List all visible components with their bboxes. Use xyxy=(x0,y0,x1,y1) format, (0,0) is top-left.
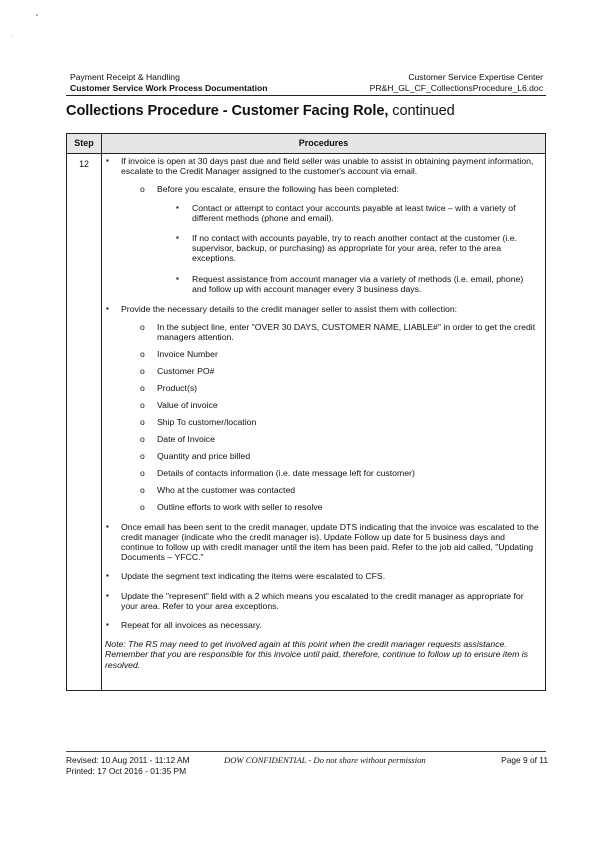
sub-bullet-before-escalate xyxy=(121,184,539,194)
detail-item xyxy=(121,349,539,359)
detail-item xyxy=(121,434,539,444)
scan-speck xyxy=(12,36,13,37)
header-divider xyxy=(66,95,546,96)
procedure-bullet-update-dts xyxy=(103,522,539,563)
step-number: 12 xyxy=(79,159,89,169)
column-header-procedures: Procedures xyxy=(298,138,349,148)
header-left-line2: Customer Service Work Process Documentation xyxy=(70,82,268,93)
circle-marker: o xyxy=(140,502,145,513)
procedure-text: If invoice is open at 30 days past due and field seller was unable to assist in obtaining payment information, escalate to the Credit Manager assigned to the customer's account via email. xyxy=(121,156,534,177)
procedure-bullet-repeat xyxy=(103,620,539,630)
footer-confidential: DOW CONFIDENTIAL - Do not share without permission xyxy=(224,755,426,765)
procedure-text: Provide the necessary details to the credit manager seller to assist them with collection: xyxy=(121,304,458,315)
square-marker: ▪ xyxy=(176,233,179,243)
header-right-line2: PR&H_GL_CF_CollectionsProcedure_L6.doc xyxy=(369,82,543,93)
detail-list xyxy=(121,322,539,512)
detail-item xyxy=(121,400,539,410)
procedure-bullet-represent-field xyxy=(103,591,539,611)
detail-item xyxy=(121,417,539,427)
detail-item xyxy=(121,485,539,495)
checklist-item xyxy=(121,274,539,294)
square-marker: ▪ xyxy=(176,202,179,212)
circle-marker: o xyxy=(140,349,145,360)
header-left-line1: Payment Receipt & Handling xyxy=(70,72,180,82)
detail-item-text: Date of Invoice xyxy=(157,434,215,445)
title-main: Collections Procedure - Customer Facing Role, xyxy=(66,103,389,119)
procedure-text: Update the segment text indicating the items were escalated to CFS. xyxy=(121,571,386,582)
circle-marker: o xyxy=(140,451,145,462)
bullet-marker: ▪ xyxy=(106,156,109,165)
bullet-marker: ▪ xyxy=(106,590,109,600)
bullet-marker: ▪ xyxy=(106,304,109,314)
procedure-text: Update the "represent" field with a 2 which means you escalated to the credit manager as appropriate for your area. Refer to your area exceptions. xyxy=(121,590,524,611)
detail-item xyxy=(121,451,539,461)
detail-item-text: Details of contacts information (i.e. date message left for customer) xyxy=(157,468,415,479)
circle-marker: o xyxy=(140,322,145,333)
detail-item xyxy=(121,366,539,376)
checklist-item xyxy=(121,203,539,223)
circle-marker: o xyxy=(140,434,145,445)
circle-marker: o xyxy=(140,383,145,394)
header-right-line1: Customer Service Expertise Center xyxy=(408,72,543,82)
detail-item-text: Value of invoice xyxy=(157,400,218,411)
procedure-table xyxy=(66,133,546,691)
square-marker: ▪ xyxy=(176,273,179,283)
procedure-bullet-escalate xyxy=(103,156,539,294)
circle-marker: o xyxy=(140,417,145,428)
sub-bullet-text: Before you escalate, ensure the following has been completed: xyxy=(157,184,399,195)
procedure-text: Once email has been sent to the credit manager, update DTS indicating that the invoice was escalated to the credit manager (indicate who the credit manager is). Update Follow up date for 5 business days and continue to follow up with credit manager until the item has been paid. Refer to the job aid called, "Updating Documents – YFCC." xyxy=(121,521,539,563)
detail-item-text: Ship To customer/location xyxy=(157,417,257,428)
detail-item xyxy=(121,383,539,393)
circle-marker: o xyxy=(140,400,145,411)
column-header-step: Step xyxy=(74,138,94,148)
checklist-item-text: Request assistance from account manager via a variety of methods (i.e. email, phone) and follow up with account manager every 3 business days. xyxy=(192,273,524,294)
detail-item-text: In the subject line, enter "OVER 30 DAYS, CUSTOMER NAME, LIABLE#" in order to get the credit managers attention. xyxy=(157,322,536,343)
detail-item xyxy=(121,322,539,342)
detail-item-text: Customer PO# xyxy=(157,366,215,377)
detail-item-text: Invoice Number xyxy=(157,349,218,360)
table-header-row xyxy=(67,134,545,154)
procedure-bullet-provide-details xyxy=(103,304,539,513)
scan-speck xyxy=(36,14,38,16)
title-continued: continued xyxy=(388,103,455,119)
checklist-item-text: Contact or attempt to contact your accounts payable at least twice – with a variety of different methods (phone and email). xyxy=(192,202,516,223)
bullet-marker: ▪ xyxy=(106,571,109,581)
bullet-marker: ▪ xyxy=(106,521,109,531)
column-divider xyxy=(101,134,102,690)
detail-item-text: Quantity and price billed xyxy=(157,451,251,462)
sub-list xyxy=(121,184,539,294)
bullet-marker: ▪ xyxy=(106,620,109,630)
detail-item xyxy=(121,502,539,512)
checklist-item-text: If no contact with accounts payable, try to reach another contact at the customer (i.e. supervisor, backup, or purchasing) as appropriate for your area, refer to the area exceptions. xyxy=(192,233,517,264)
procedure-bullet-segment-text xyxy=(103,571,539,581)
footer-divider xyxy=(66,751,546,752)
circle-marker: o xyxy=(140,485,145,496)
footer-printed: Printed: 17 Oct 2016 - 01:35 PM xyxy=(66,766,187,776)
detail-item-text: Product(s) xyxy=(157,383,198,394)
detail-item-text: Who at the customer was contacted xyxy=(157,485,296,496)
procedures-cell xyxy=(103,156,539,670)
detail-item xyxy=(121,468,539,478)
footer-page-number: Page 9 of 11 xyxy=(501,755,548,765)
detail-item-text: Outline efforts to work with seller to resolve xyxy=(157,502,323,513)
footer-revised: Revised: 10 Aug 2011 - 11:12 AM xyxy=(66,755,190,765)
circle-marker: o xyxy=(140,468,145,479)
circle-marker: o xyxy=(140,184,145,195)
page-title xyxy=(66,103,455,119)
procedure-note: Note: The RS may need to get involved again at this point when the credit manager requests assistance. Remember that you are responsible for this invoice until paid, therefore, continue to follow up to ensure item is resolved. xyxy=(105,639,529,670)
circle-marker: o xyxy=(140,366,145,377)
procedure-text: Repeat for all invoices as necessary. xyxy=(121,620,262,631)
checklist-item xyxy=(121,233,539,264)
